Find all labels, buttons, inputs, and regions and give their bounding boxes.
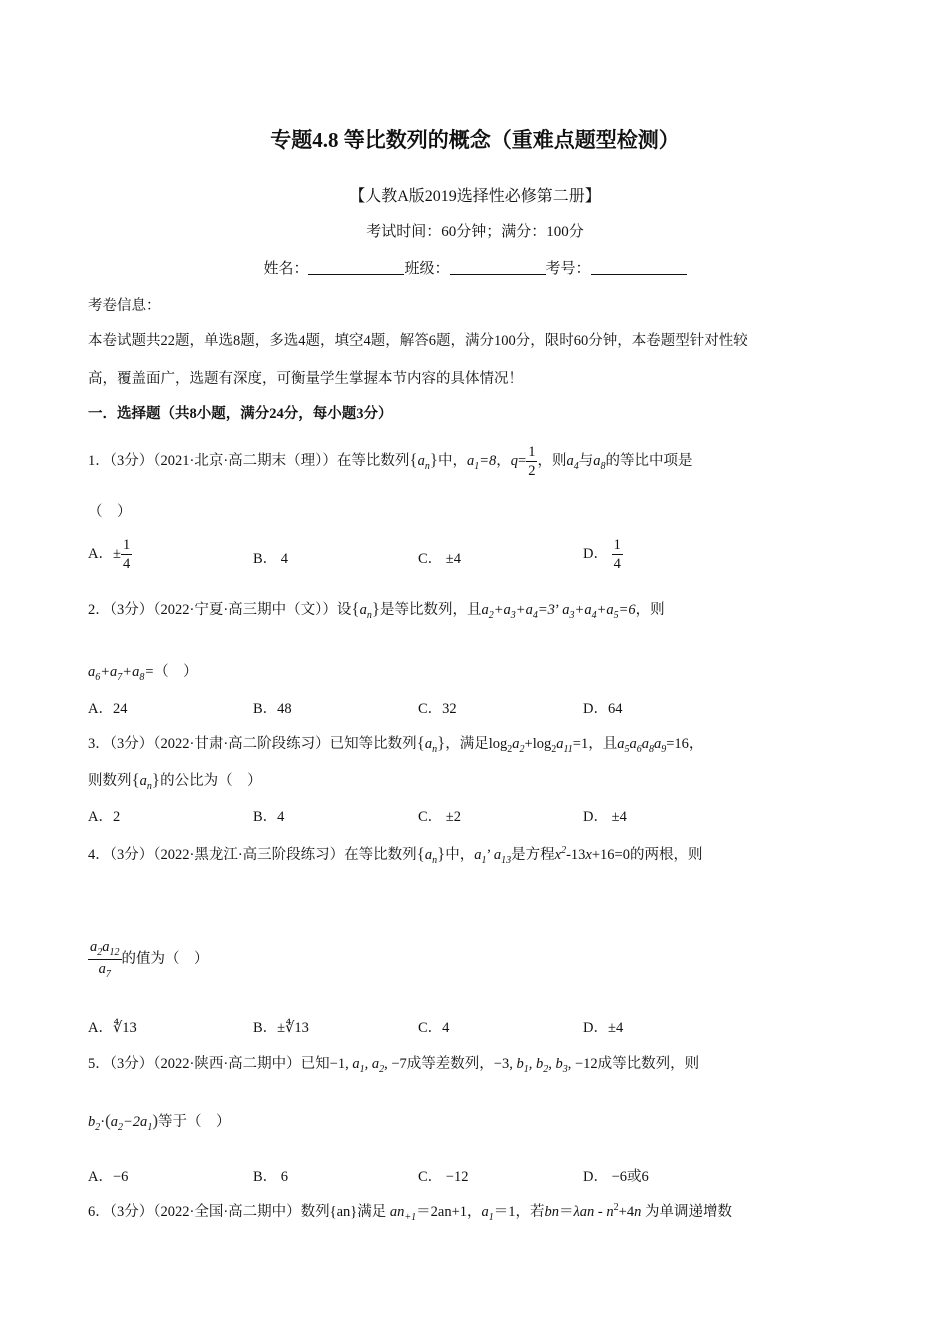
name-label: 姓名： [263, 261, 309, 277]
question-4-line-2: $\frac{a_2a_{12}}{a_7}$ 的值为（ ） [90, 939, 209, 980]
page-title: 专题4.8 等比数列的概念（重难点题型检测） [270, 128, 680, 152]
q3-option-d: D． ±4 [583, 809, 627, 825]
q5-option-c: C． −12 [418, 1169, 469, 1185]
q3-option-c: C． ±2 [418, 809, 462, 825]
q4-option-c: C．4 [418, 1020, 450, 1036]
info-line-1: 本卷试题共22题，单选8题，多选4题，填空4题，解答6题，满分100分，限时60分钟，本卷题型针对性较 [88, 333, 748, 349]
student-info-line [0, 257, 950, 278]
question-1: 1．（3分）（2021·北京·高二期末（理））在等比数列$\{a_n\}$中，$a_1=8$，q= $\frac{1}{2}$ ，则$a_4$与$a_8$的等比中项是 [88, 444, 693, 479]
edition-line: 【人教A版2019选择性必修第二册】 [349, 188, 601, 205]
q1-option-b: B． 4 [253, 551, 289, 567]
q1-option-c: C． ±4 [418, 551, 462, 567]
name-field[interactable] [308, 260, 404, 275]
question-2: 2．（3分）（2022·宁夏·高三期中（文））设$\{a_n\}$是等比数列，且$a_2+a_3+a_4=3$’ $a_3+a_4+a_5=6$，则 [88, 599, 665, 621]
question-6: 6．（3分）（2022·全国·高二期中）数列{an}满足 $an_{+1}=2an+1$，$a_1=1$，若$bn=\lambda an - n^2+4n$ 为单调递增数 [88, 1202, 732, 1223]
q3-option-a: A．2 [88, 809, 121, 825]
q5-option-a: A．−6 [88, 1169, 129, 1185]
question-2-line-2: $a_6+a_7+a_8=$（ ） [88, 664, 198, 683]
q5-option-b: B． 6 [253, 1169, 289, 1185]
class-field[interactable] [450, 260, 546, 275]
q2-option-c: C．32 [418, 701, 457, 717]
q4-option-a: A．∜13 [88, 1020, 137, 1036]
question-4: 4．（3分）（2022·黑龙江·高三阶段练习）在等比数列$\{a_n\}$中，$a_1$’ $a_{13}$是方程$x^2-13x+16=0$的两根，则 [88, 844, 703, 866]
info-heading: 考卷信息： [88, 298, 161, 314]
seq-an: $\{a_n\}$ [409, 450, 438, 472]
q2-option-a: A．24 [88, 701, 128, 717]
q4-option-d: D．±4 [583, 1020, 624, 1036]
q2-option-b: B．48 [253, 701, 292, 717]
q5-option-d: D． −6或6 [583, 1169, 649, 1185]
section-heading: 一．选择题（共8小题，满分24分，每小题3分） [88, 406, 393, 422]
question-5-line-2: $b_2\cdot(a_2-2a_1)$等于（ ） [88, 1111, 231, 1133]
class-label: 班级： [404, 261, 450, 277]
q2-option-d: D．64 [583, 701, 623, 717]
exam-time: 考试时间：60分钟；满分：100分 [366, 224, 584, 240]
question-5: 5．（3分）（2022·陕西·高二期中）已知−1, $a_1$, $a_2$, −7成等差数列，−3, $b_1$, $b_2$, $b_3$, −12成等比数列，则 [88, 1056, 700, 1075]
q1-option-d: D． $\frac{1}{4}$ [583, 537, 621, 572]
id-label: 考号： [545, 261, 591, 277]
question-3-line-2: 则数列$\{a_n\}$的公比为（ ） [88, 770, 262, 792]
q4-option-b: B．±∜13 [253, 1020, 309, 1036]
q1-paren: （ ） [88, 504, 132, 520]
fraction-half: $\frac{1}{2}$ [528, 444, 536, 479]
q1-option-a: A．± $\frac{1}{4}$ [88, 537, 131, 572]
id-field[interactable] [591, 260, 687, 275]
question-3: 3．（3分）（2022·甘肃·高二阶段练习）已知等比数列$\{a_n\}$，满足$\log_2a_2+\log_2a_{11}=1$，且$a_5a_6a_8a_9=16$， [88, 733, 704, 755]
q3-option-b: B．4 [253, 809, 285, 825]
info-line-2: 高，覆盖面广，选题有深度，可衡量学生掌握本节内容的具体情况！ [88, 371, 523, 387]
